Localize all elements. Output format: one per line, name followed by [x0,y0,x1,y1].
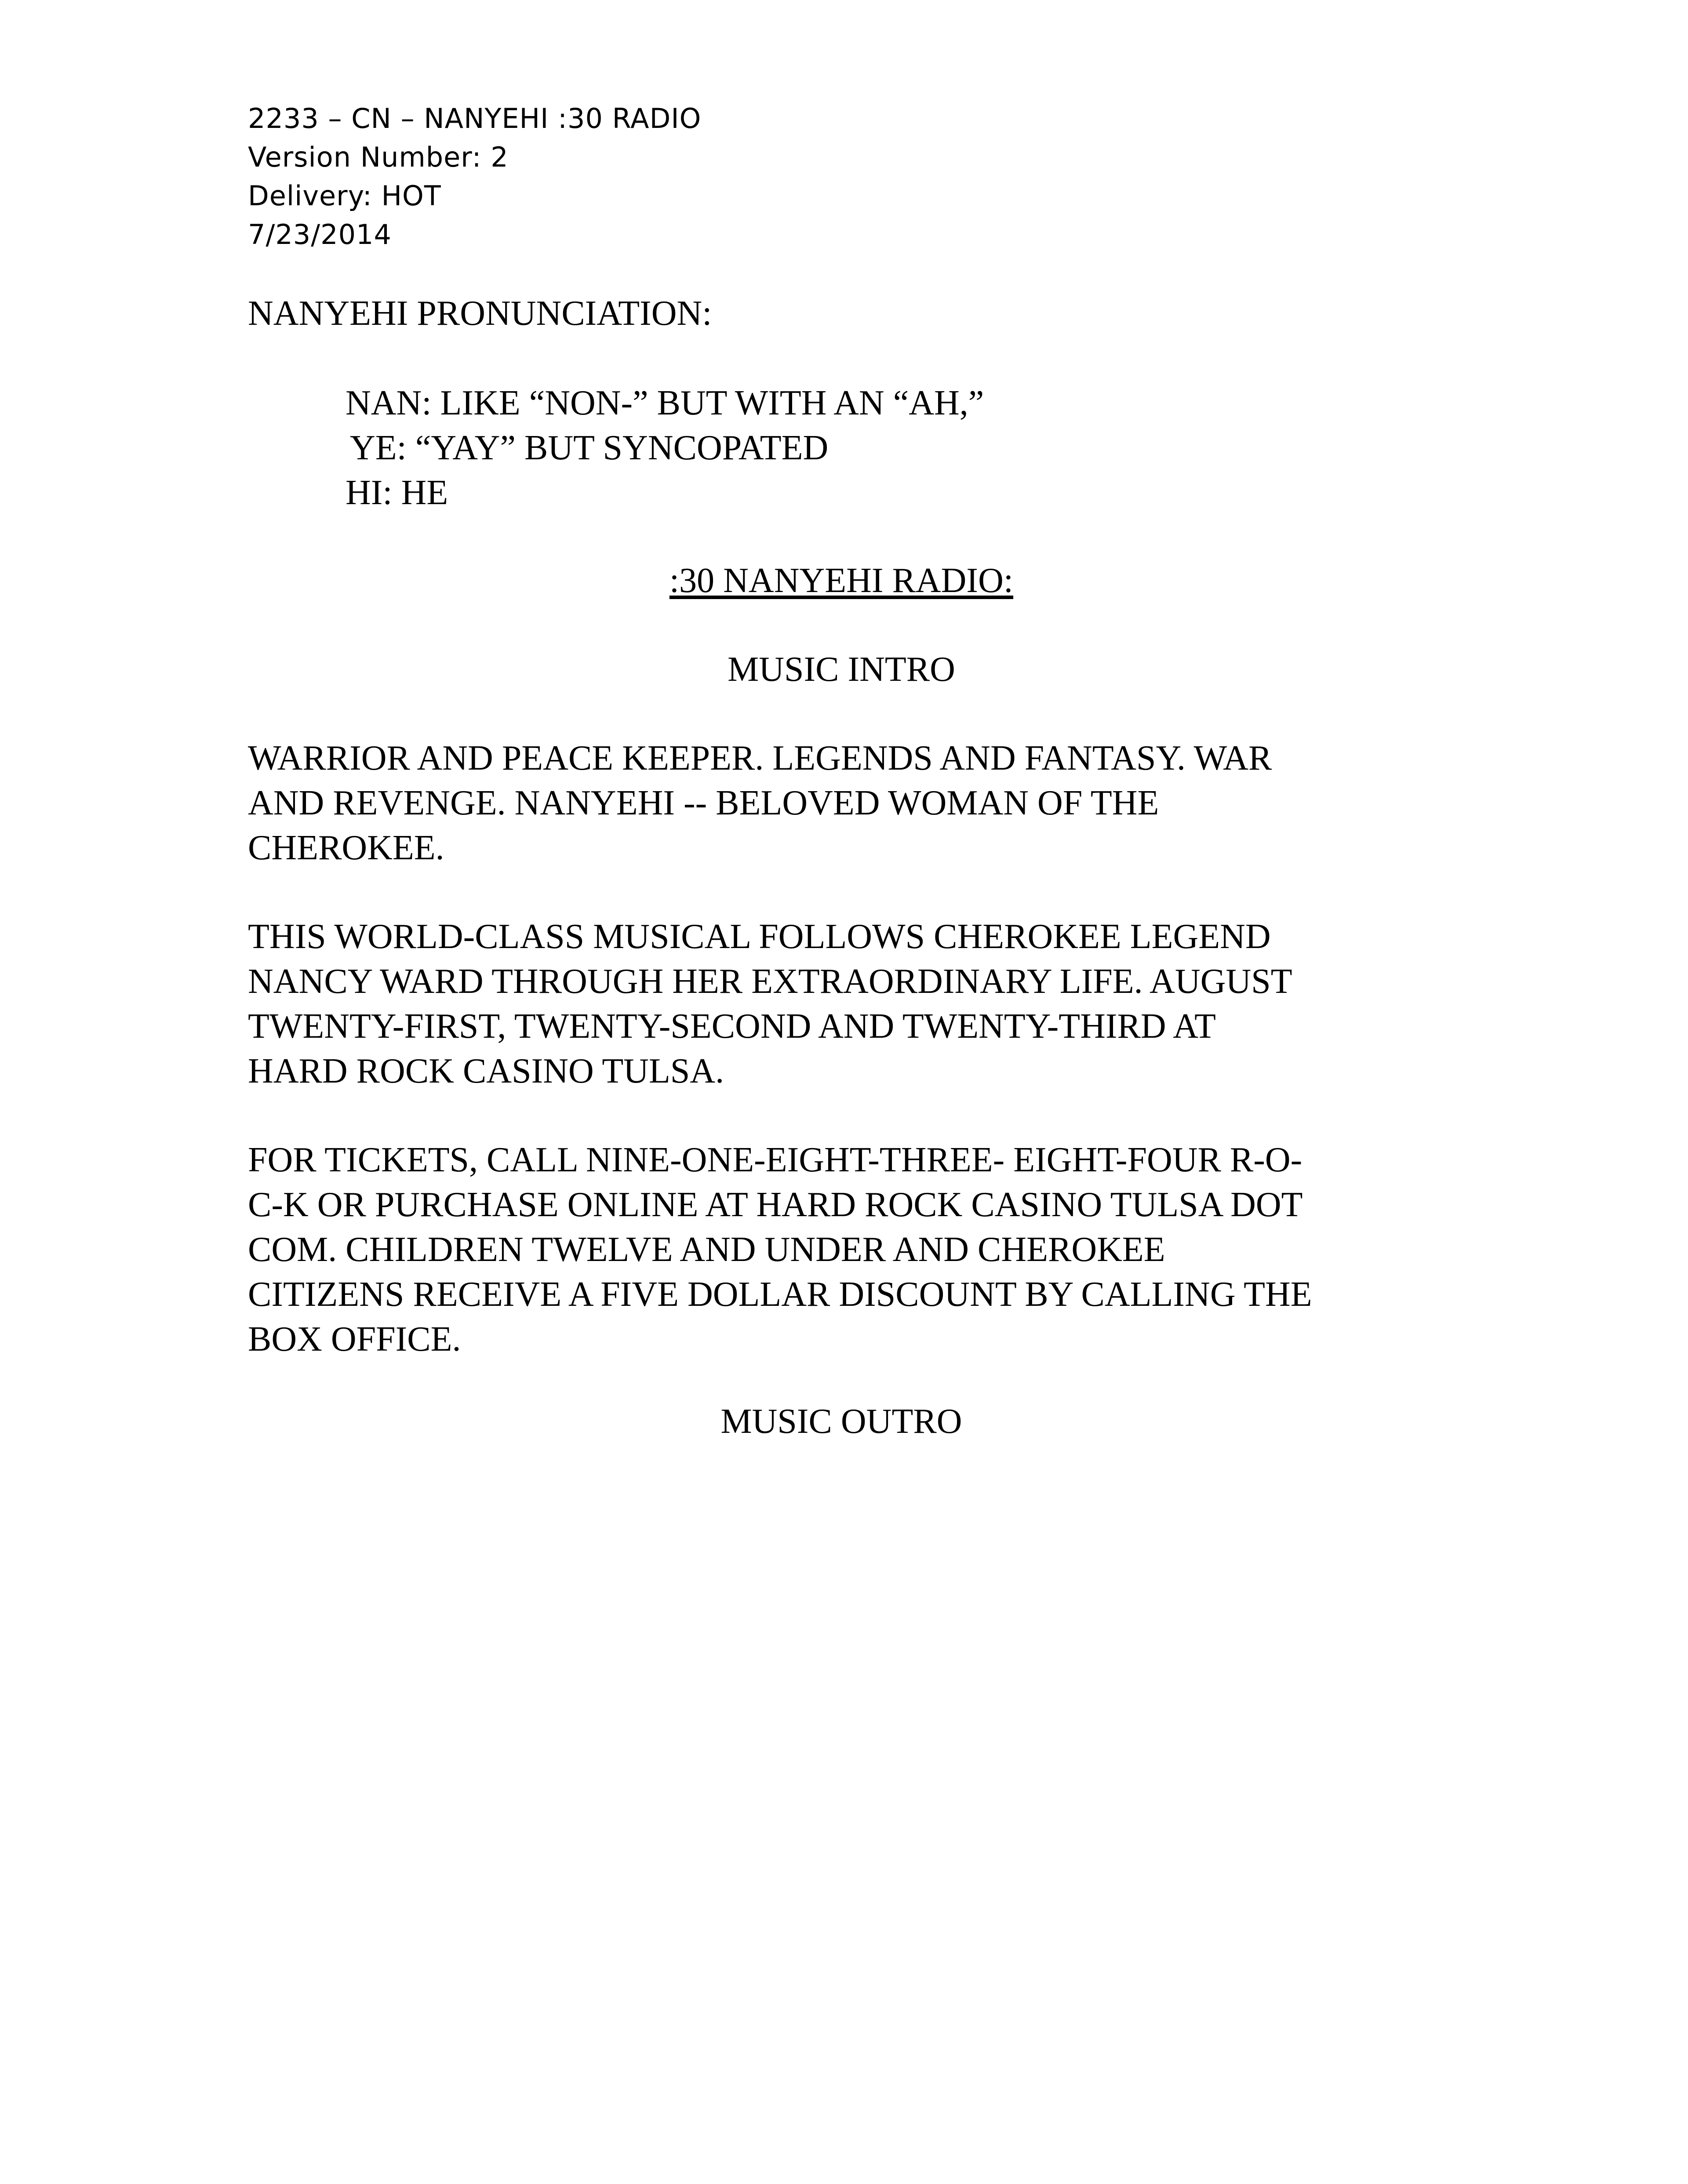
paragraph-line: HARD ROCK CASINO TULSA. [248,1052,724,1090]
pronunciation-list [346,381,984,515]
delivery: Delivery: HOT [248,180,441,212]
script-paragraph-3 [248,1137,1452,1362]
music-intro-cue: MUSIC INTRO [728,650,955,689]
paragraph-line: COM. CHILDREN TWELVE AND UNDER AND CHEROKEE [248,1230,1165,1269]
date: 7/23/2014 [248,218,392,251]
pronunciation-title: NANYEHI PRONUNCIATION: [248,294,712,333]
music-outro-cue: MUSIC OUTRO [720,1402,962,1441]
paragraph-line: C-K OR PURCHASE ONLINE AT HARD ROCK CASINO TULSA DOT [248,1185,1303,1224]
script-paragraph-2 [248,914,1452,1094]
paragraph-line: TWENTY-FIRST, TWENTY-SECOND AND TWENTY-THIRD AT [248,1007,1216,1046]
paragraph-line: CITIZENS RECEIVE A FIVE DOLLAR DISCOUNT BY CALLING THE [248,1275,1312,1314]
radio-script-title: :30 NANYEHI RADIO: [669,561,1014,600]
paragraph-line: NANCY WARD THROUGH HER EXTRAORDINARY LIFE. AUGUST [248,962,1292,1001]
paragraph-line: CHEROKEE. [248,829,444,867]
spot-title: 2233 – CN – NANYEHI :30 RADIO [248,102,702,134]
paragraph-line: FOR TICKETS, CALL NINE-ONE-EIGHT-THREE- EIGHT-FOUR R-O- [248,1141,1302,1179]
paragraph-line: WARRIOR AND PEACE KEEPER. LEGENDS AND FANTASY. WAR [248,739,1272,778]
pronunciation-item-ye: YE: “YAY” BUT SYNCOPATED [350,429,829,467]
script-paragraph-1 [248,736,1452,870]
document-header [248,99,701,254]
version-number: Version Number: 2 [248,141,509,173]
pronunciation-item-nan: NAN: LIKE “NON-” BUT WITH AN “AH,” [346,384,984,422]
paragraph-line: BOX OFFICE. [248,1320,461,1359]
paragraph-line: THIS WORLD-CLASS MUSICAL FOLLOWS CHEROKEE LEGEND [248,917,1271,956]
paragraph-line: AND REVENGE. NANYEHI -- BELOVED WOMAN OF THE [248,784,1159,822]
pronunciation-item-hi: HI: HE [346,473,448,512]
